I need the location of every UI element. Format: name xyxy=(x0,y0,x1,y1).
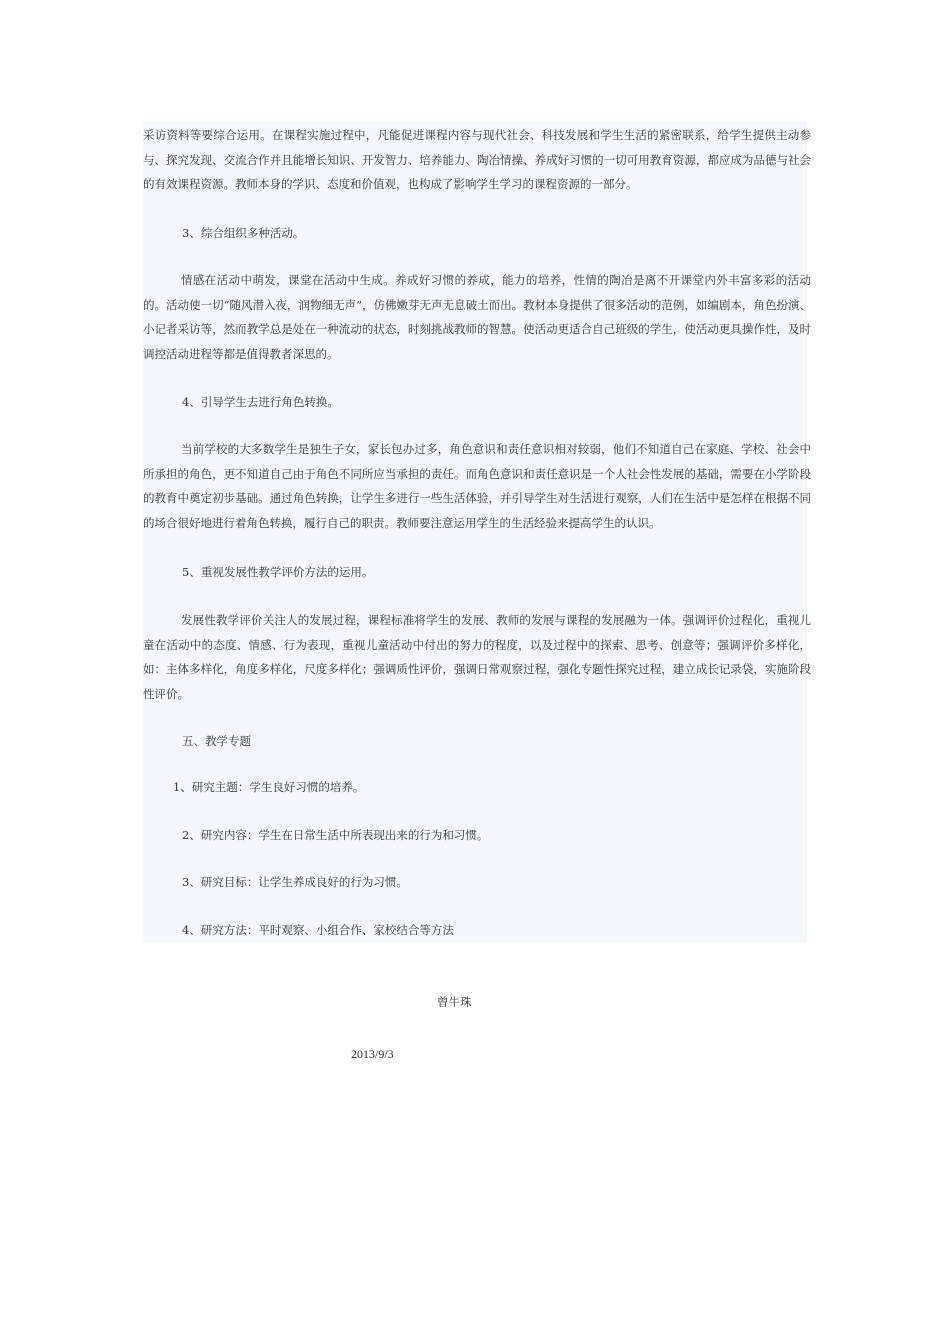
topic-item-research-content: 2、研究内容：学生在日常生活中所表现出来的行为和习惯。 xyxy=(182,828,489,842)
topic-item-research-method: 4、研究方法：平时观察、小组合作、家校结合等方法 xyxy=(182,923,454,937)
paragraph-developmental-evaluation: 发展性教学评价关注人的发展过程，课程标准将学生的发展、教师的发展与课程的发展融为一体。强调评价过程化，重视儿童在活动中的态度、情感、行为表现，重视儿童活动中付出的努力的程度，以及过程中的探索、思考、创意等；强调评价多样化，如：主体多样化，角度多样化，尺度多样化；强调质性评价，强调日常观察过程，强化专题性探究过程，建立成长记录袋，实施阶段性评价。 xyxy=(143,613,811,701)
heading-organize-activities: 3、综合组织多种活动。 xyxy=(182,226,305,240)
paragraph-activities: 情感在活动中萌发，课堂在活动中生成。养成好习惯的养成，能力的培养，性情的陶冶是离不开课堂内外丰富多彩的活动的。活动使一切“随风潜入夜，润物细无声”，仿佛嫩芽无声无息破土而出。教材本身提供了很多活动的范例，如编剧本，角色扮演、小记者采访等，然而教学总是处在一种流动的状态，时刻挑战教师的智慧。使活动更适合自己班级的学生，使活动更具操作性，及时调控活动进程等都是值得教者深思的。 xyxy=(143,273,811,361)
heading-developmental-evaluation: 5、重视发展性教学评价方法的运用。 xyxy=(182,565,374,579)
heading-role-conversion: 4、引导学生去进行角色转换。 xyxy=(182,395,339,409)
paragraph-curriculum-resources: 采访资料等要综合运用。在课程实施过程中，凡能促进课程内容与现代社会、科技发展和学生生活的紧密联系，给学生提供主动参与、探究发现、交流合作并且能增长知识、开发智力、培养能力、陶冶情操、养成好习惯的一切可用教育资源，都应成为品德与社会的有效课程资源。教师本身的学识、态度和价值观，也构成了影响学生学习的课程资源的一部分。 xyxy=(143,128,811,191)
document-date: 2013/9/3 xyxy=(351,1047,394,1061)
author-name: 曾牛珠 xyxy=(437,995,472,1009)
section-title-teaching-topic: 五、教学专题 xyxy=(182,734,251,748)
topic-item-research-goal: 3、研究目标：让学生养成良好的行为习惯。 xyxy=(182,875,408,889)
paragraph-role-conversion: 当前学校的大多数学生是独生子女，家长包办过多，角色意识和责任意识相对较弱，他们不知道自己在家庭、学校、社会中所承担的角色，更不知道自己由于角色不同所应当承担的责任。而角色意识和责任意识是一个人社会性发展的基础，需要在小学阶段的教育中奠定初步基础。通过角色转换，让学生多进行一些生活体验，并引导学生对生活进行观察，人们在生活中是怎样在根据不同的场合很好地进行着角色转换，履行自己的职责。教师要注意运用学生的生活经验来提高学生的认识。 xyxy=(143,442,811,530)
topic-item-research-theme: 1、研究主题：学生良好习惯的培养。 xyxy=(173,780,365,794)
